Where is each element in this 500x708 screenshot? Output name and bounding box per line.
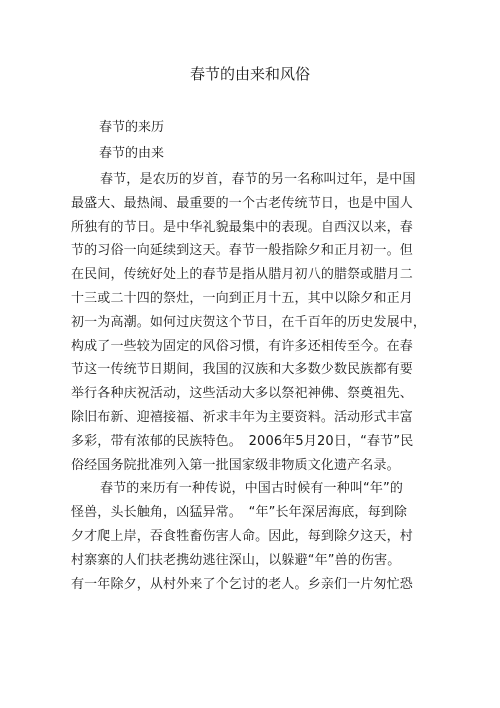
text-line: 多彩，带有浓郁的民族特色。 2006年5月20日，“春节”民 <box>71 433 414 449</box>
text-line: 俗经国务院批准列入第一批国家级非物质文化遗产名录。 <box>71 457 400 473</box>
text-line: 构成了一些较为固定的风俗习惯，有许多还相传至今。在春 <box>71 338 413 354</box>
document-title: 春节的由来和风俗 <box>189 65 310 83</box>
text-line: 村寨寨的人们扶老携幼逃往深山，以躲避“年”兽的伤害。 <box>71 552 401 568</box>
body-text <box>71 168 427 596</box>
text-line: 除旧布新、迎禧接福、祈求丰年为主要资料。活动形式丰富 <box>71 409 413 425</box>
text-line: 在民间，传统好处上的春节是指从腊月初八的腊祭或腊月二 <box>71 267 413 283</box>
text-line: 举行各种庆祝活动，这些活动大多以祭祀神佛、祭奠祖先、 <box>71 386 413 402</box>
text-line: 节这一传统节日期间，我国的汉族和大多数少数民族都有要 <box>71 362 413 378</box>
text-line: 所独有的节日。是中华礼貌最集中的表现。自西汉以来，春 <box>71 219 413 235</box>
text-line: 夕才爬上岸，吞食牲畜伤害人命。因此，每到除夕这天，村 <box>71 528 413 544</box>
text-line: 最盛大、最热闹、最重要的一个古老传统节日，也是中国人 <box>71 195 413 211</box>
text-line: 十三或二十四的祭灶，一向到正月十五，其中以除夕和正月 <box>71 290 413 306</box>
text-line: 节的习俗一向延续到这天。春节一般指除夕和正月初一。但 <box>71 243 413 259</box>
text-line: 春节，是农历的岁首，春节的另一名称叫过年，是中国 <box>100 172 416 187</box>
section-heading-source: 春节的由来 <box>99 146 165 161</box>
text-line: 有一年除夕，从村外来了个乞讨的老人。乡亲们一片匆忙恐 <box>71 576 413 592</box>
section-heading-origin: 春节的来历 <box>99 120 165 135</box>
text-line: 春节的来历有一种传说，中国古时候有一种叫“年”的 <box>100 481 404 497</box>
text-line: 初一为高潮。如何过庆贺这个节日，在千百年的历史发展中， <box>71 314 427 330</box>
text-line: 怪兽，头长触角，凶猛异常。 “年”长年深居海底，每到除 <box>71 505 408 521</box>
